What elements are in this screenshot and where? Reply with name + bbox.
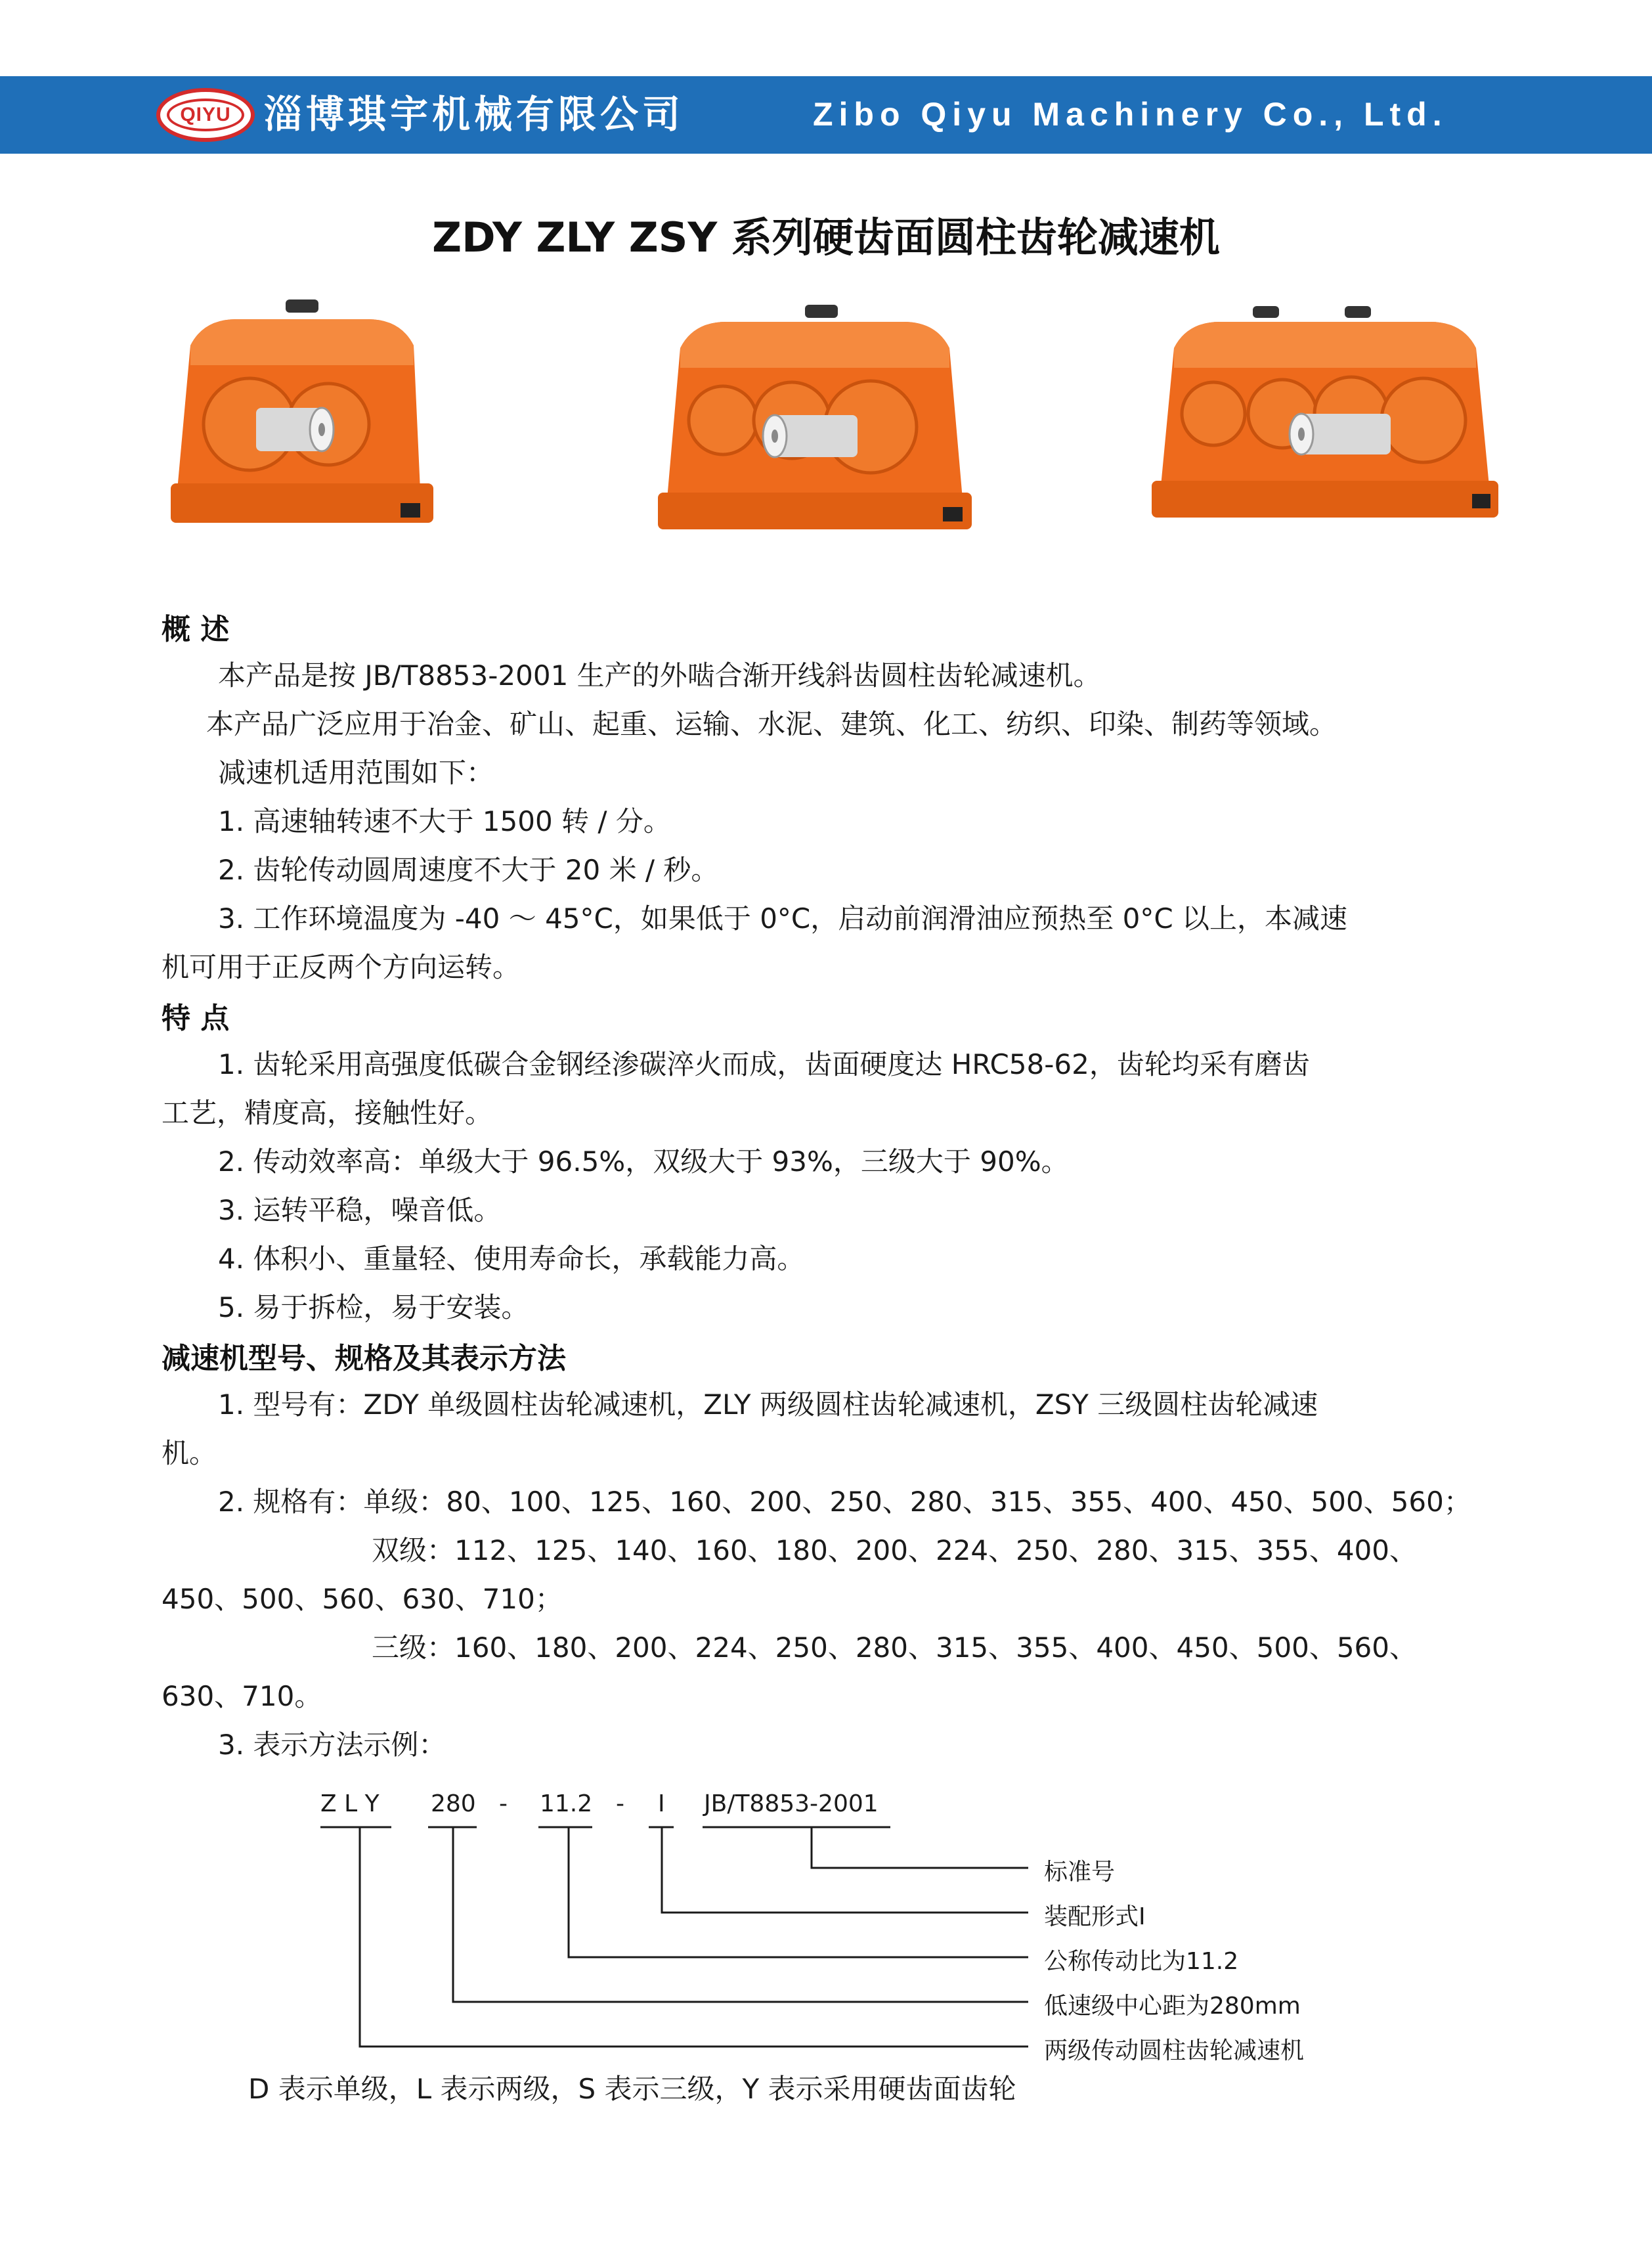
product-image-two-stage [654,302,976,552]
models-heading: 减速机型号、规格及其表示方法 [162,1342,566,1375]
product-image-single-stage [164,293,440,556]
diagram-label-assembly: 装配形式I [1044,1903,1146,1930]
diagram-code-dash: - [616,1790,624,1817]
overview-line: 机可用于正反两个方向运转。 [162,951,521,983]
diagram-label-ratio: 公称传动比为11.2 [1044,1948,1239,1975]
models-line: 450、500、560、630、710； [162,1583,563,1615]
features-line: 1. 齿轮采用高强度低碳合金钢经渗碳淬火而成，齿面硬度达 HRC58-62，齿轮均采有磨齿 [218,1048,1310,1080]
overview-line: 2. 齿轮传动圆周速度不大于 20 米 / 秒。 [218,854,719,886]
diagram-code-dash: - [499,1790,508,1817]
diagram-note: D 表示单级，L 表示两级，S 表示三级，Y 表示采用硬齿面齿轮 [248,2073,1016,2105]
diagram-label-standard: 标准号 [1044,1859,1116,1886]
features-line: 工艺，精度高，接触性好。 [162,1097,493,1129]
diagram-label-series: 两级传动圆柱齿轮减速机 [1044,2037,1305,2064]
overview-line: 减速机适用范围如下： [218,757,494,789]
designation-diagram [0,1773,1652,2115]
diagram-code-assembly: I [658,1790,665,1817]
header-bar [0,76,1652,154]
page-title: ZDY ZLY ZSY 系列硬齿面圆柱齿轮减速机 [432,213,1220,261]
diagram-leader-lines [0,1773,1652,2115]
overview-line: 3. 工作环境温度为 -40 ～ 45°C，如果低于 0°C，启动前润滑油应预热至 0°C 以上，本减速 [218,902,1347,935]
diagram-code-series: Z L Y [320,1790,380,1817]
overview-line: 本产品是按 JB/T8853-2001 生产的外啮合渐开线斜齿圆柱齿轮减速机。 [218,659,1101,692]
models-line: 1. 型号有：ZDY 单级圆柱齿轮减速机，ZLY 两级圆柱齿轮减速机，ZSY 三级圆柱齿轮减速 [218,1388,1318,1421]
features-heading: 特 点 [162,1002,230,1035]
models-line: 2. 规格有：单级：80、100、125、160、200、250、280、315、355、400、450、500、560； [218,1486,1471,1518]
features-line: 3. 运转平稳，噪音低。 [218,1194,502,1226]
company-logo [156,88,255,142]
diagram-code-center-distance: 280 [431,1790,476,1817]
diagram-label-center-distance: 低速级中心距为280mm [1044,1993,1301,2020]
features-line: 2. 传动效率高：单级大于 96.5%，双级大于 93%，三级大于 90%。 [218,1145,1069,1178]
company-name-cn: 淄博琪宇机械有限公司 [264,92,685,137]
overview-heading: 概 述 [162,613,230,646]
diagram-code-ratio: 11.2 [540,1790,593,1817]
models-line: 3. 表示方法示例： [218,1729,446,1761]
models-line: 机。 [162,1437,217,1469]
models-line: 双级：112、125、140、160、180、200、224、250、280、315、355、400、 [372,1534,1417,1566]
product-image-three-stage [1148,302,1502,539]
features-line: 4. 体积小、重量轻、使用寿命长，承载能力高。 [218,1243,805,1275]
company-name-en: Zibo Qiyu Machinery Co., Ltd. [813,96,1448,133]
overview-line: 1. 高速轴转速不大于 1500 转 / 分。 [218,805,671,837]
diagram-code-standard: JB/T8853-2001 [704,1790,879,1817]
models-line: 630、710。 [162,1680,322,1712]
logo-text: QIYU [180,104,231,125]
overview-line: 本产品广泛应用于冶金、矿山、起重、运输、水泥、建筑、化工、纺织、印染、制药等领域。 [206,708,1337,740]
models-line: 三级：160、180、200、224、250、280、315、355、400、450、500、560、 [372,1631,1417,1664]
features-line: 5. 易于拆检，易于安装。 [218,1291,529,1323]
